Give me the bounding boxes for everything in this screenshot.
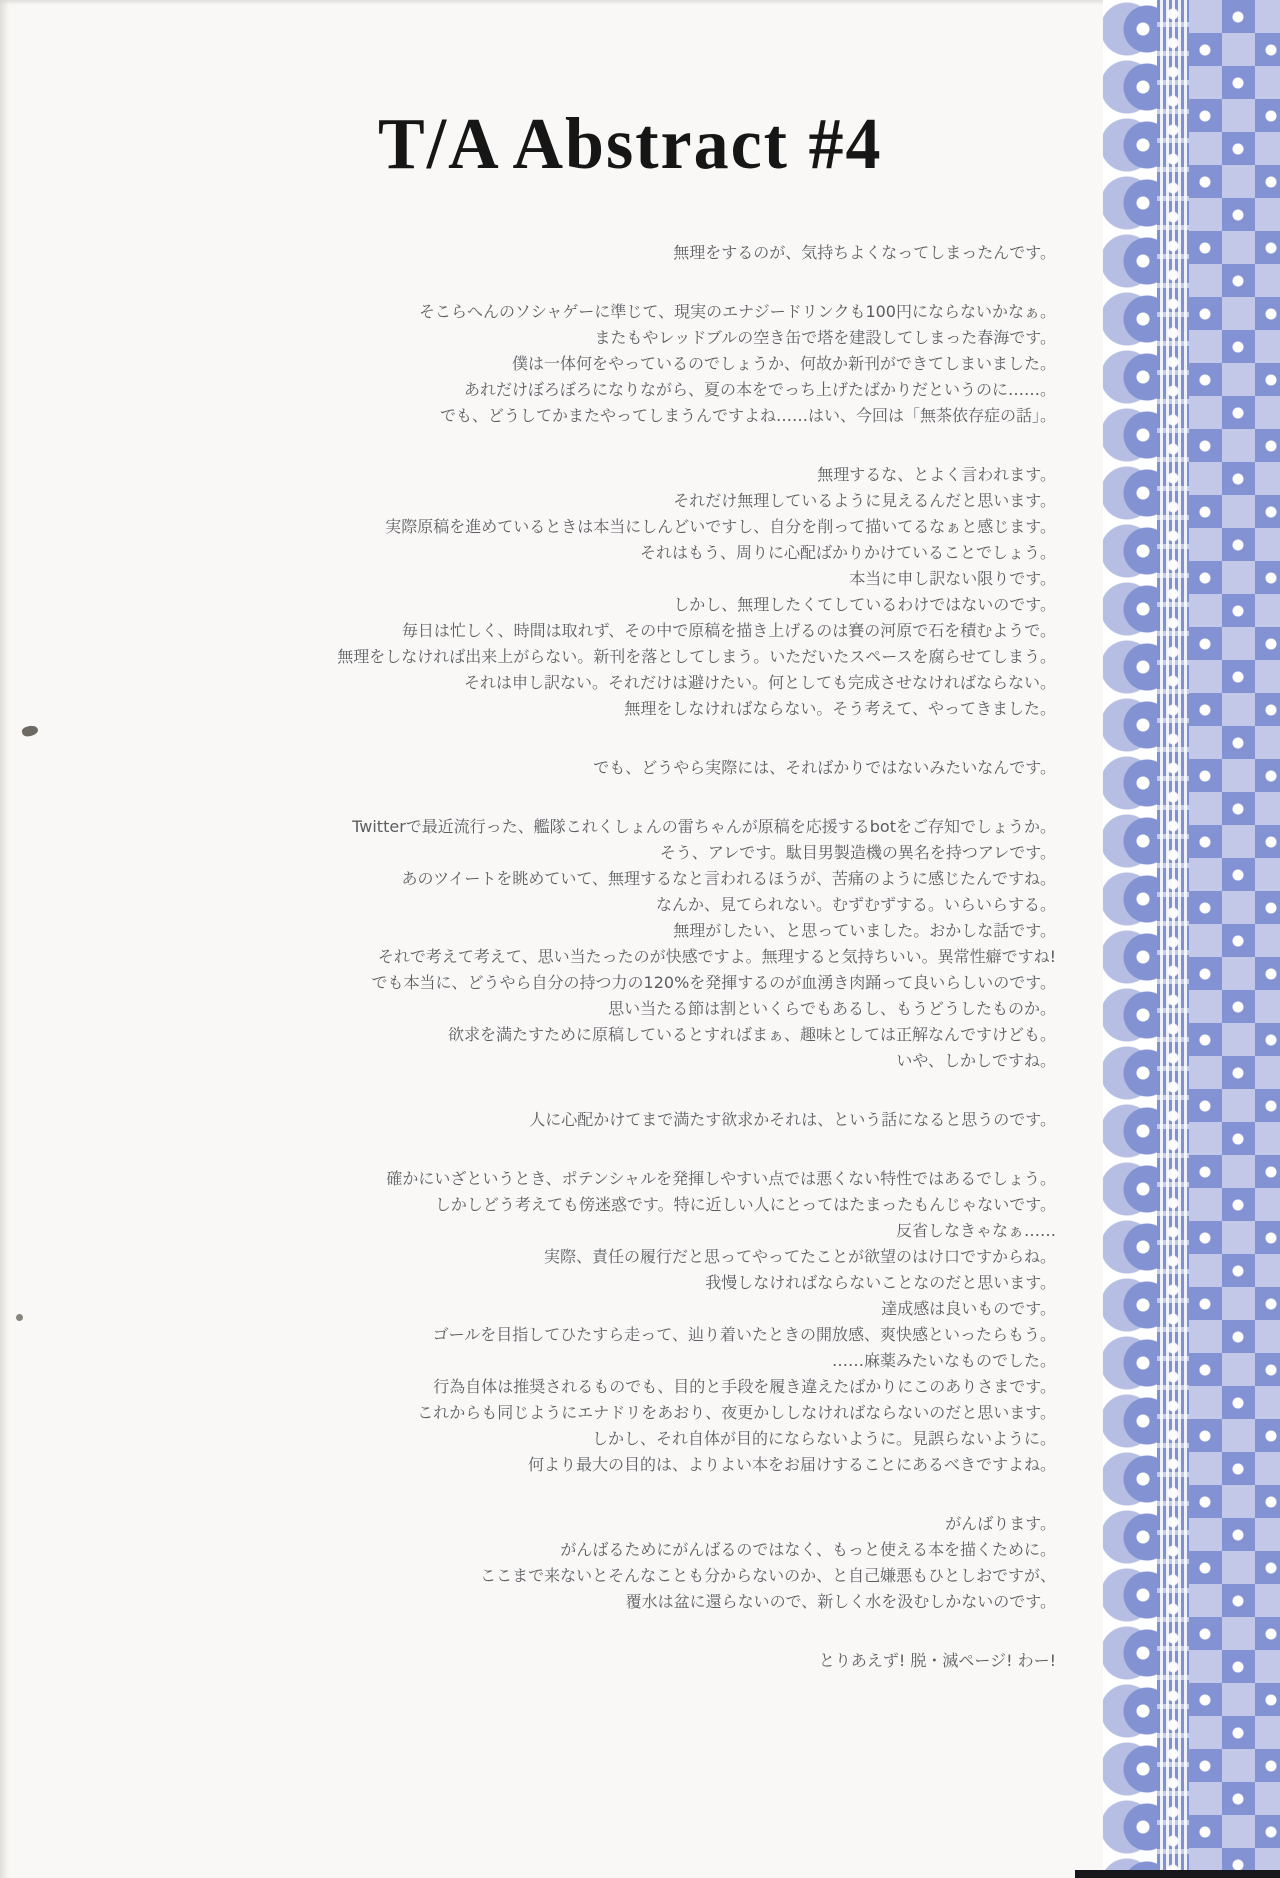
text-line: がんばります。: [945, 1514, 1056, 1533]
scan-speck: [21, 724, 39, 738]
text-line: そこらへんのソシャゲーに準じて、現実のエナジードリンクも100円にならないかなぁ。: [419, 302, 1056, 321]
page-edge-shadow: [0, 0, 9, 1878]
scan-speck: [16, 1314, 23, 1321]
text-line: 実際、責任の履行だと思ってやってたことが欲望のはけ口ですからね。: [543, 1247, 1056, 1266]
text-line: Twitterで最近流行った、艦隊これくしょんの雷ちゃんが原稿を応援するbotをご存知でしょうか。: [352, 817, 1056, 836]
paragraph: [337, 1107, 1056, 1133]
lace-border: [1103, 0, 1280, 1878]
text-line: でも本当に、どうやら自分の持つ力の120%を発揮するのが血湧き肉踊って良いらしいのです。: [371, 973, 1056, 992]
text-line: これからも同じようにエナドリをあおり、夜更かししなければならないのだと思います。: [417, 1403, 1056, 1422]
text-line: でも、どうやら実際には、そればかりではないみたいなんです。: [593, 758, 1056, 777]
text-line: しかし、それ自体が目的にならないように。見誤らないように。: [591, 1429, 1056, 1448]
paragraph: [337, 814, 1056, 1074]
text-line: 無理をしなければならない。そう考えて、やってきました。: [624, 699, 1056, 718]
text-line: 確かにいざというとき、ポテンシャルを発揮しやすい点では悪くない特性ではあるでしょう。: [386, 1169, 1056, 1188]
text-line: でも、どうしてかまたやってしまうんですよね……はい、今回は「無茶依存症の話」。: [439, 406, 1056, 425]
bottom-scan-bar: [1075, 1870, 1280, 1878]
text-line: 我慢しなければならないことなのだと思います。: [705, 1273, 1056, 1292]
text-line: 反省しなきゃなぁ……: [895, 1221, 1056, 1240]
text-line: 無理をするのが、気持ちよくなってしまったんです。: [673, 243, 1056, 262]
page-title: T/A Abstract #4: [378, 104, 883, 185]
paragraph: [337, 1166, 1056, 1478]
checkerboard-pattern: [1189, 0, 1280, 1878]
text-line: ゴールを目指してひたすら走って、辿り着いたときの開放感、爽快感といったらもう。: [432, 1325, 1056, 1344]
text-line: しかし、無理したくてしているわけではないのです。: [673, 595, 1056, 614]
text-line: 思い当たる節は割といくらでもあるし、もうどうしたものか。: [608, 999, 1056, 1018]
scan-top-edge: [0, 0, 1280, 5]
text-line: なんか、見てられない。むずむずする。いらいらする。: [655, 895, 1056, 914]
text-line: いや、しかしですね。: [896, 1051, 1056, 1070]
text-line: 欲求を満たすために原稿しているとすればまぁ、趣味としては正解なんですけども。: [447, 1025, 1056, 1044]
paragraph: [337, 462, 1056, 722]
lace-fringe-pattern: [1157, 0, 1189, 1878]
text-line: がんばるためにがんばるのではなく、もっと使える本を描くために。: [560, 1540, 1056, 1559]
text-line: とりあえず! 脱・滅ページ! わー!: [818, 1651, 1056, 1670]
scallop-edge-pattern: [1103, 0, 1157, 1878]
text-line: それだけ無理しているように見えるんだと思います。: [673, 491, 1056, 510]
paragraph: [337, 1511, 1056, 1615]
paragraph: [337, 299, 1056, 429]
text-line: 無理するな、とよく言われます。: [817, 465, 1056, 484]
text-line: あのツイートを眺めていて、無理するなと言われるほうが、苦痛のように感じたんですね。: [401, 869, 1056, 888]
text-line: あれだけぼろぼろになりながら、夏の本をでっち上げたばかりだというのに……。: [463, 380, 1056, 399]
text-line: 達成感は良いものです。: [881, 1299, 1056, 1318]
paragraph: [337, 1648, 1056, 1674]
afterword-text: [337, 240, 1056, 1674]
text-line: それはもう、周りに心配ばかりかけていることでしょう。: [639, 543, 1056, 562]
text-line: 何より最大の目的は、よりよい本をお届けすることにあるべきですよね。: [527, 1455, 1056, 1474]
text-line: ……麻薬みたいなものでした。: [831, 1351, 1056, 1370]
text-line: 毎日は忙しく、時間は取れず、その中で原稿を描き上げるのは賽の河原で石を積むようで。: [401, 621, 1056, 640]
text-line: それは申し訳ない。それだけは避けたい。何としても完成させなければならない。: [463, 673, 1056, 692]
text-line: しかしどう考えても傍迷惑です。特に近しい人にとってはたまったもんじゃないです。: [434, 1195, 1056, 1214]
text-line: ここまで来ないとそんなことも分からないのか、と自己嫌悪もひとしおですが、: [480, 1566, 1056, 1585]
text-line: またもやレッドブルの空き缶で塔を建設してしまった春海です。: [594, 328, 1056, 347]
text-line: そう、アレです。駄目男製造機の異名を持つアレです。: [659, 843, 1056, 862]
text-line: 無理をしなければ出来上がらない。新刊を落としてしまう。いただいたスペースを腐らせてしまう。: [337, 647, 1056, 666]
text-line: 本当に申し訳ない限りです。: [849, 569, 1056, 588]
text-line: 行為自体は推奨されるものでも、目的と手段を履き違えたばかりにこのありさまです。: [433, 1377, 1056, 1396]
text-line: 実際原稿を進めているときは本当にしんどいですし、自分を削って描いてるなぁと感じます。: [385, 517, 1056, 536]
text-line: 僕は一体何をやっているのでしょうか、何故か新刊ができてしまいました。: [511, 354, 1056, 373]
text-line: 無理がしたい、と思っていました。おかしな話です。: [673, 921, 1056, 940]
text-line: 覆水は盆に還らないので、新しく水を汲むしかないのです。: [625, 1592, 1056, 1611]
paragraph: [337, 755, 1056, 781]
text-line: 人に心配かけてまで満たす欲求かそれは、という話になると思うのです。: [529, 1110, 1056, 1129]
paragraph: [337, 240, 1056, 266]
text-line: それで考えて考えて、思い当たったのが快感ですよ。無理すると気持ちいい。異常性癖ですね!: [377, 947, 1056, 966]
